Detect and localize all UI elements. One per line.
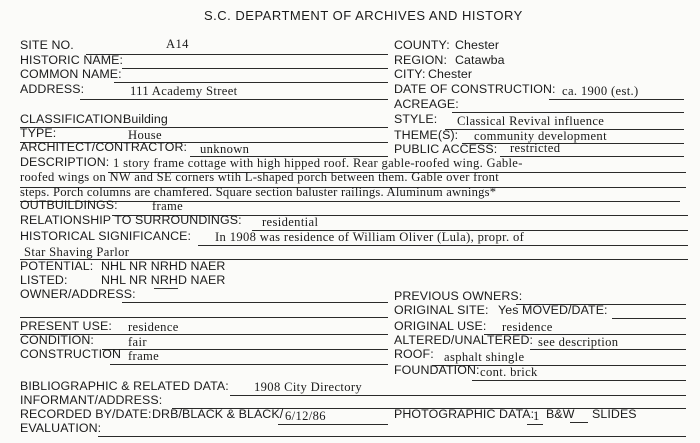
condition-value: fair [128,335,147,349]
acreage-label: ACREAGE: [394,97,459,111]
significance-line-2: Star Shaving Parlor [24,245,130,259]
owner-address-line-2 [20,317,388,318]
previous-owners-label: PREVIOUS OWNERS: [394,289,523,303]
architect-label: ARCHITECT/CONTRACTOR: [20,140,188,154]
construction-label: CONSTRUCTION [20,347,122,361]
city-value: Chester [428,67,473,81]
acreage-line [452,112,684,113]
photographic-label: PHOTOGRAPHIC DATA: [394,407,535,421]
listed-value: NHL NR NRHD NAER [101,273,226,287]
common-name-line [114,82,388,83]
public-access-value: restricted [510,141,561,155]
description-line-3: steps. Porch columns are chamfered. Square section baluster railings. Aluminum awnings* [20,185,497,199]
classification-label: CLASSIFICATION: [20,112,126,126]
present-use-value: residence [128,320,179,334]
original-site-line [612,318,686,319]
recorded-date-value: 6/12/86 [285,409,326,423]
county-value: Chester [455,38,500,52]
roof-label: ROOF: [394,347,434,361]
recorded-date-line [278,424,388,425]
altered-line [530,349,686,350]
region-value: Catawba [455,53,505,67]
county-label: COUNTY: [394,38,450,52]
style-label: STYLE: [394,112,438,126]
foundation-value: cont. brick [480,365,538,379]
recorded-by-value: DRB/BLACK & BLACK/ [152,407,284,421]
bibliographic-value: 1908 City Directory [254,380,363,394]
bibliographic-line [230,395,686,396]
altered-label: ALTERED/UNALTERED: [394,333,534,347]
foundation-label: FOUNDATION: [394,363,480,377]
evaluation-label: EVALUATION: [20,421,102,435]
informant-label: INFORMANT/ADDRESS: [20,393,163,407]
photographic-format-line [570,422,588,423]
present-use-label: PRESENT USE: [20,319,112,333]
significance-label: HISTORICAL SIGNIFICANCE: [20,229,192,243]
construction-value: frame [128,349,160,363]
common-name-label: COMMON NAME: [20,67,122,81]
architect-value: unknown [200,142,250,156]
address-value: 111 Academy Street [130,84,238,98]
site-no-value: A14 [166,37,189,51]
site-no-label: SITE NO. [20,38,74,52]
photographic-count-line [527,424,543,425]
condition-label: CONDITION: [20,333,94,347]
potential-label: POTENTIAL: [20,259,94,273]
photographic-slides: SLIDES [592,407,637,421]
relationship-value: residential [262,215,319,229]
outbuildings-value: frame [152,199,184,213]
altered-value: see description [538,335,619,349]
description-line-1: 1 story frame cottage with high hipped roof. Rear gable-roofed wing. Gable- [113,156,523,170]
original-use-label: ORIGINAL USE: [394,319,487,333]
recorded-by-label: RECORDED BY/DATE: [20,407,152,421]
listed-nrhd-underline [154,288,178,289]
historic-name-label: HISTORIC NAME: [20,53,124,67]
type-label: TYPE: [20,126,57,140]
site-no-line [86,54,388,55]
public-access-label: PUBLIC ACCESS: [394,142,498,156]
address-line [80,99,388,100]
address-label: ADDRESS: [20,82,85,96]
city-label: CITY: [394,67,426,81]
description-rule-3 [20,201,680,202]
original-site-value: Yes MOVED/DATE: [498,303,608,317]
description-line-2: roofed wings on NW and SE corners wtih L-shaped porch between them. Gable over front [20,170,499,184]
original-site-label: ORIGINAL SITE: [394,303,489,317]
classification-line [20,127,388,128]
owner-address-label: OWNER/ADDRESS: [20,287,136,301]
photographic-count: 1 [533,409,540,423]
theme-label: THEME(S): [394,128,459,142]
public-access-line [500,156,684,157]
date-of-construction-value: ca. 1900 (est.) [562,84,639,98]
theme-value: community development [474,129,607,143]
style-value: Classical Revival influence [457,114,605,128]
classification-value: Building [123,112,168,126]
roof-value: asphalt shingle [444,350,525,364]
relationship-label: RELATIONSHIP TO SURROUNDINGS: [20,213,242,227]
type-value: House [128,128,162,142]
construction-line [110,364,388,365]
listed-label: LISTED: [20,273,68,287]
original-use-value: residence [502,320,553,334]
significance-line-1: In 1908 was residence of William Oliver (Lula), propr. of [215,230,525,244]
outbuildings-label: OUTBUILDINGS: [20,198,118,212]
potential-value: NHL NR NRHD NAER [101,259,226,273]
evaluation-line [98,436,686,437]
owner-address-line [122,302,388,303]
form-title: S.C. DEPARTMENT OF ARCHIVES AND HISTORY [204,8,523,23]
bibliographic-label: BIBLIOGRAPHIC & RELATED DATA: [20,379,229,393]
photographic-format: B&W [546,407,575,421]
foundation-line [472,380,686,381]
description-label: DESCRIPTION: [20,155,110,169]
region-label: REGION: [394,53,448,67]
date-of-construction-line [549,99,684,100]
date-of-construction-label: DATE OF CONSTRUCTION: [394,82,556,96]
significance-rule-1 [198,245,688,246]
historic-name-line [122,68,388,69]
